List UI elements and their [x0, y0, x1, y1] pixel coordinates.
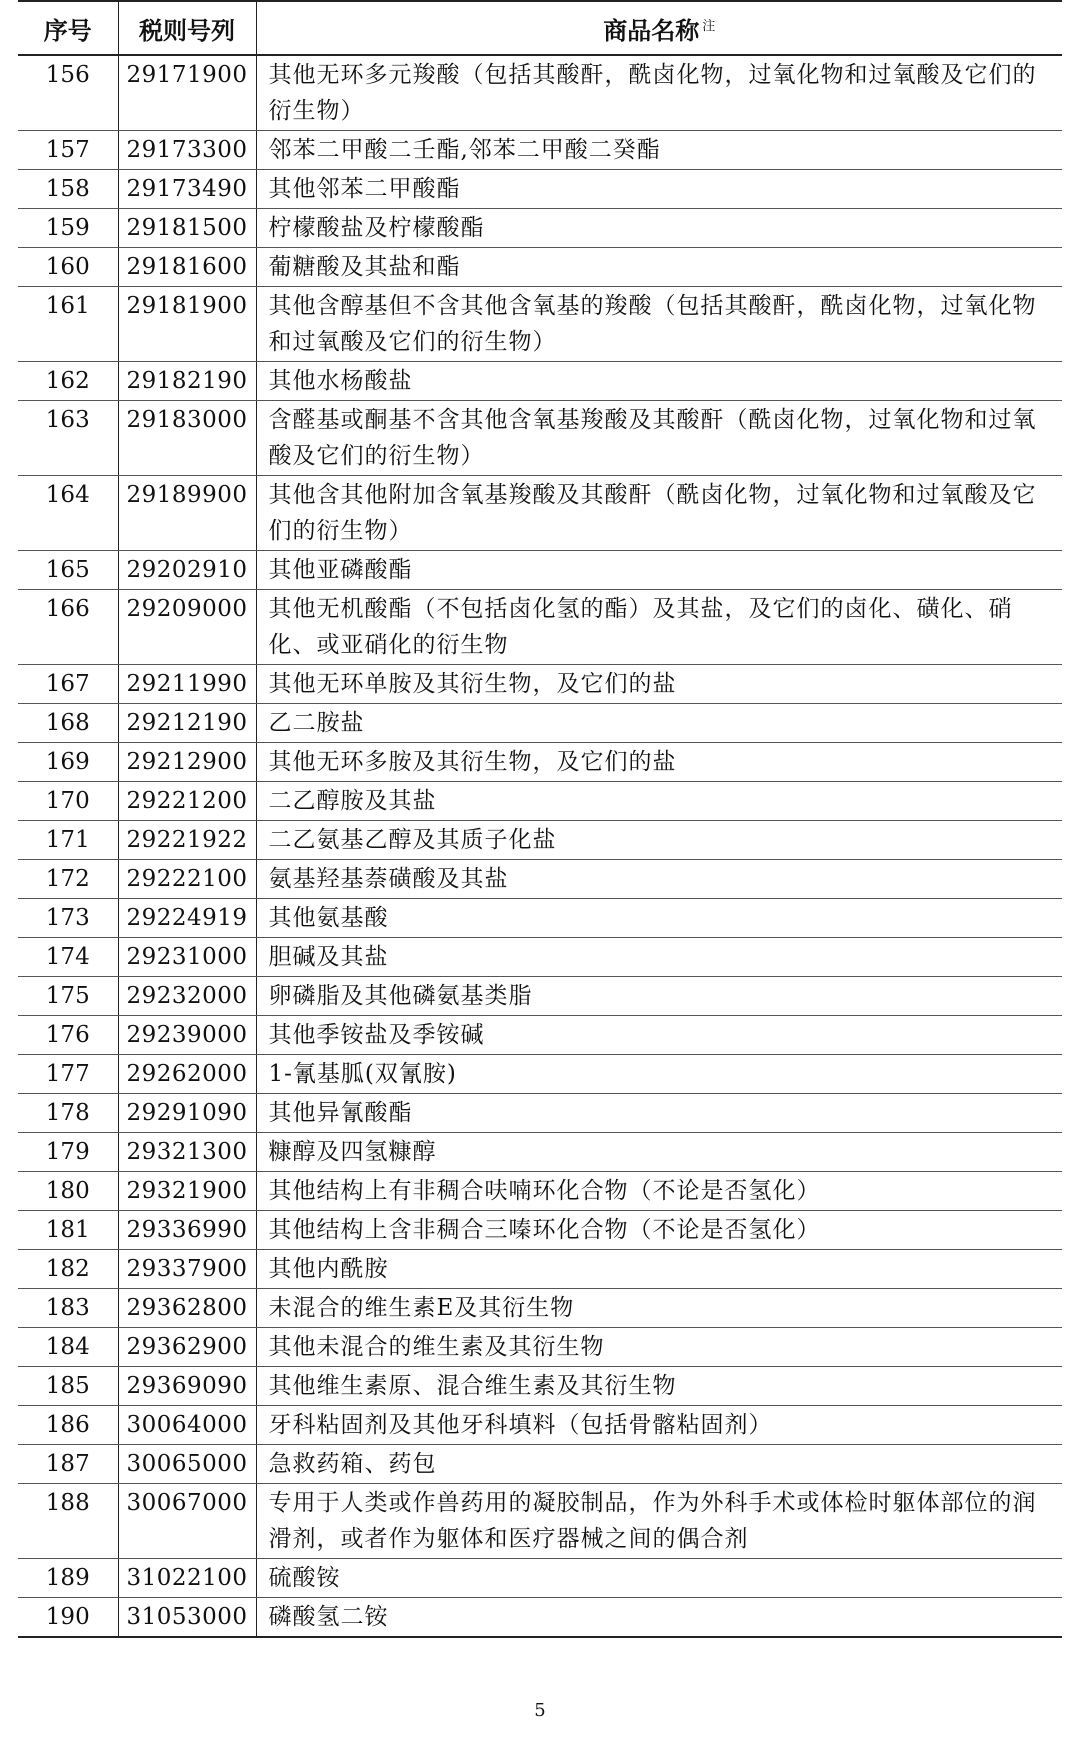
table-row — [18, 1055, 1062, 1094]
table-row — [18, 1406, 1062, 1445]
row-code: 29181600 — [118, 248, 256, 287]
table-row — [18, 1484, 1062, 1559]
row-name: 其他无环单胺及其衍生物，及它们的盐 — [256, 665, 1062, 704]
row-seq: 176 — [18, 1016, 118, 1055]
row-seq: 188 — [18, 1484, 118, 1559]
row-seq: 174 — [18, 938, 118, 977]
row-seq: 181 — [18, 1211, 118, 1250]
row-name: 氨基羟基萘磺酸及其盐 — [256, 860, 1062, 899]
row-code: 29171900 — [118, 55, 256, 131]
row-seq: 190 — [45, 1604, 90, 1630]
table-row — [18, 665, 1062, 704]
row-name: 其他邻苯二甲酸酯 — [256, 170, 1062, 209]
row-seq: 175 — [18, 977, 118, 1016]
table-row — [18, 1172, 1062, 1211]
table-row — [18, 1211, 1062, 1250]
table-row — [18, 590, 1062, 665]
row-name: 二乙氨基乙醇及其质子化盐 — [256, 821, 1062, 860]
row-name: 其他结构上有非稠合呋喃环化合物（不论是否氢化） — [256, 1172, 1062, 1211]
row-name: 二乙醇胺及其盐 — [256, 782, 1062, 821]
row-code: 29181500 — [118, 209, 256, 248]
row-seq: 167 — [18, 665, 118, 704]
row-seq: 172 — [18, 860, 118, 899]
row-name: 牙科粘固剂及其他牙科填料（包括骨髂粘固剂） — [256, 1406, 1062, 1445]
table-row — [18, 782, 1062, 821]
row-seq: 171 — [18, 821, 118, 860]
row-seq: 168 — [18, 704, 118, 743]
row-code: 29181900 — [118, 287, 256, 362]
row-name: 其他无机酸酯（不包括卤化氢的酯）及其盐，及它们的卤化、磺化、硝化、或亚硝化的衍生物 — [256, 590, 1062, 665]
row-code: 29221200 — [118, 782, 256, 821]
document-page — [18, 0, 1062, 1638]
row-name: 其他无环多元羧酸（包括其酸酐，酰卤化物，过氧化物和过氧酸及它们的衍生物） — [256, 55, 1062, 131]
row-name: 其他结构上含非稠合三嗪环化合物（不论是否氢化） — [256, 1211, 1062, 1250]
row-seq: 186 — [18, 1406, 118, 1445]
row-name: 其他异氰酸酯 — [256, 1094, 1062, 1133]
row-name: 其他含醇基但不含其他含氧基的羧酸（包括其酸酐，酰卤化物，过氧化物和过氧酸及它们的衍生物） — [256, 287, 1062, 362]
row-code: 30065000 — [118, 1445, 256, 1484]
table-row — [18, 476, 1062, 551]
row-name: 急救药箱、药包 — [256, 1445, 1062, 1484]
row-code: 29232000 — [118, 977, 256, 1016]
row-code: 29362800 — [118, 1289, 256, 1328]
table-row — [18, 248, 1062, 287]
row-seq: 169 — [18, 743, 118, 782]
row-seq: 159 — [18, 209, 118, 248]
row-code: 29182190 — [118, 362, 256, 401]
row-seq: 178 — [18, 1094, 118, 1133]
header-row — [18, 1, 1062, 55]
page-number: 5 — [534, 1700, 546, 1721]
row-code: 29209000 — [118, 590, 256, 665]
row-code: 30064000 — [118, 1406, 256, 1445]
row-name: 胆碱及其盐 — [256, 938, 1062, 977]
row-code: 29212900 — [118, 743, 256, 782]
row-code: 29212190 — [118, 704, 256, 743]
table-row — [18, 977, 1062, 1016]
row-name: 未混合的维生素E及其衍生物 — [256, 1289, 1062, 1328]
row-seq: 182 — [18, 1250, 118, 1289]
row-name: 其他含其他附加含氧基羧酸及其酸酐（酰卤化物，过氧化物和过氧酸及它们的衍生物） — [256, 476, 1062, 551]
row-name: 其他亚磷酸酯 — [256, 551, 1062, 590]
row-seq: 173 — [18, 899, 118, 938]
row-code: 29231000 — [118, 938, 256, 977]
row-code: 29291090 — [118, 1094, 256, 1133]
row-seq: 164 — [18, 476, 118, 551]
row-name: 其他未混合的维生素及其衍生物 — [256, 1328, 1062, 1367]
header-seq: 序号 — [18, 1, 118, 55]
table-row — [18, 362, 1062, 401]
row-seq: 166 — [18, 590, 118, 665]
table-row — [18, 821, 1062, 860]
row-name: 1-氰基胍(双氰胺) — [256, 1055, 1062, 1094]
tariff-table — [18, 0, 1062, 1638]
row-seq: 179 — [18, 1133, 118, 1172]
row-name: 其他氨基酸 — [256, 899, 1062, 938]
row-name: 硫酸铵 — [256, 1559, 1062, 1598]
row-seq: 158 — [18, 170, 118, 209]
table-row — [18, 209, 1062, 248]
row-seq: 163 — [18, 401, 118, 476]
table-header — [18, 1, 1062, 55]
table-row — [18, 1559, 1062, 1598]
table-row — [18, 1016, 1062, 1055]
row-name: 含醛基或酮基不含其他含氧基羧酸及其酸酐（酰卤化物，过氧化物和过氧酸及它们的衍生物） — [256, 401, 1062, 476]
row-name: 专用于人类或作兽药用的凝胶制品，作为外科手术或体检时躯体部位的润滑剂，或者作为躯体和医疗器械之间的偶合剂 — [256, 1484, 1062, 1559]
row-code: 29221922 — [118, 821, 256, 860]
table-row — [18, 899, 1062, 938]
row-code: 29262000 — [118, 1055, 256, 1094]
row-name: 磷酸氢二铵 — [256, 1598, 1062, 1638]
row-name: 其他维生素原、混合维生素及其衍生物 — [256, 1367, 1062, 1406]
row-code: 29239000 — [118, 1016, 256, 1055]
table-row — [18, 1133, 1062, 1172]
table-row — [18, 551, 1062, 590]
row-code: 29189900 — [118, 476, 256, 551]
row-seq: 180 — [18, 1172, 118, 1211]
table-row — [18, 1094, 1062, 1133]
table-row — [18, 938, 1062, 977]
row-name: 糠醇及四氢糠醇 — [256, 1133, 1062, 1172]
row-code: 29211990 — [118, 665, 256, 704]
row-name: 乙二胺盐 — [256, 704, 1062, 743]
row-seq: 170 — [18, 782, 118, 821]
row-seq: 162 — [18, 362, 118, 401]
table-row — [18, 1289, 1062, 1328]
row-code: 29173300 — [118, 131, 256, 170]
row-seq: 177 — [18, 1055, 118, 1094]
header-name — [256, 1, 1062, 55]
row-seq: 184 — [18, 1328, 118, 1367]
row-seq: 185 — [18, 1367, 118, 1406]
row-code: 29321300 — [118, 1133, 256, 1172]
row-code: 30067000 — [118, 1484, 256, 1559]
row-name: 邻苯二甲酸二壬酯,邻苯二甲酸二癸酯 — [256, 131, 1062, 170]
row-seq: 187 — [18, 1445, 118, 1484]
row-code: 29224919 — [118, 899, 256, 938]
table-row — [18, 401, 1062, 476]
table-row — [18, 1598, 1062, 1638]
row-name: 其他水杨酸盐 — [256, 362, 1062, 401]
row-code: 29336990 — [118, 1211, 256, 1250]
row-code: 29362900 — [118, 1328, 256, 1367]
row-code: 29337900 — [118, 1250, 256, 1289]
row-name: 柠檬酸盐及柠檬酸酯 — [256, 209, 1062, 248]
row-seq: 189 — [18, 1559, 118, 1598]
table-row — [18, 1445, 1062, 1484]
row-code: 29369090 — [118, 1367, 256, 1406]
table-row — [18, 704, 1062, 743]
row-code: 29321900 — [118, 1172, 256, 1211]
row-name: 葡糖酸及其盐和酯 — [256, 248, 1062, 287]
header-note: 注 — [702, 18, 716, 34]
row-code: 29183000 — [118, 401, 256, 476]
table-row — [18, 1367, 1062, 1406]
row-name: 其他内酰胺 — [256, 1250, 1062, 1289]
table-row — [18, 1250, 1062, 1289]
row-code: 29173490 — [118, 170, 256, 209]
table-row — [18, 743, 1062, 782]
table-row — [18, 170, 1062, 209]
row-seq: 183 — [18, 1289, 118, 1328]
row-code: 29202910 — [118, 551, 256, 590]
row-seq: 160 — [18, 248, 118, 287]
header-name-label: 商品名称 — [603, 16, 700, 45]
row-code: 29222100 — [118, 860, 256, 899]
row-seq: 157 — [18, 131, 118, 170]
row-seq: 156 — [18, 55, 118, 131]
table-body — [18, 55, 1062, 1637]
row-name: 其他季铵盐及季铵碱 — [256, 1016, 1062, 1055]
row-name: 其他无环多胺及其衍生物，及它们的盐 — [256, 743, 1062, 782]
row-code: 31022100 — [118, 1559, 256, 1598]
table-row — [18, 1328, 1062, 1367]
row-seq: 161 — [18, 287, 118, 362]
header-code: 税则号列 — [118, 1, 256, 55]
table-row — [18, 860, 1062, 899]
table-row — [18, 55, 1062, 131]
row-code: 31053000 — [118, 1598, 256, 1638]
row-seq: 165 — [18, 551, 118, 590]
table-row — [18, 287, 1062, 362]
table-row — [18, 131, 1062, 170]
row-name: 卵磷脂及其他磷氨基类脂 — [256, 977, 1062, 1016]
